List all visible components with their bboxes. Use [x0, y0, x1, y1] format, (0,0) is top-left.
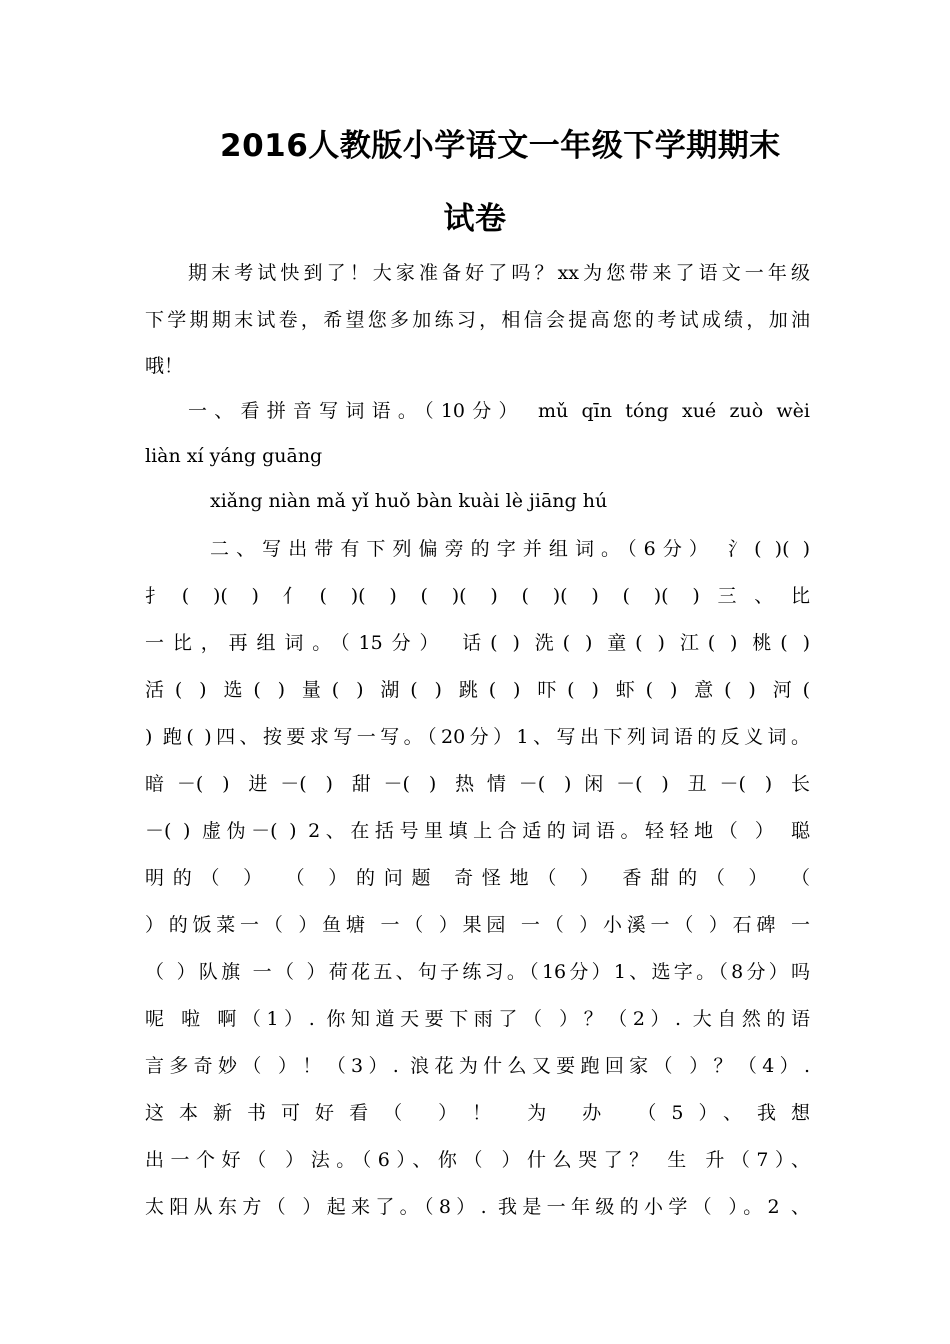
- sentence-line-3: 这本新书可好看（ ）！ 为 办 （5）、我想: [145, 1102, 810, 1124]
- antonym-line-1: 暗－( ) 进－( ) 甜－( ) 热情－( )闲－( ) 丑－( ) 长: [145, 773, 810, 795]
- fill-words-line-2: ）的饭菜一（ ）鱼塘 一（ ）果园 一（ ）小溪一（ ）石碑 一: [145, 914, 810, 936]
- pinyin-line-1: liàn xí yáng guāng: [145, 445, 323, 467]
- section-1-heading: 一、看拼音写词语。（10分） mǔ qīn tóng xué zuò wèi: [188, 400, 810, 422]
- antonym-line-2: －( ) 虚伪－( ) 2、在括号里填上合适的词语。轻轻地（ ） 聪: [145, 820, 810, 842]
- section-4-heading: ) 跑( )四、按要求写一写。（20分）1、写出下列词语的反义词。: [145, 726, 810, 748]
- fill-words-line-1: 明的（ ） （ ）的问题 奇怪地（ ） 香甜的（ ） （: [145, 867, 810, 889]
- document-title-line-1: 2016人教版小学语文一年级下学期期末: [220, 128, 781, 164]
- sentence-line-1: 呢 啦 啊（1）. 你知道天要下雨了（ ）？（2）. 大自然的语: [145, 1008, 810, 1030]
- sentence-line-5: 太阳从东方（ ）起来了。（8）. 我是一年级的小学（ ）。2 、: [145, 1196, 810, 1218]
- sentence-line-2: 言多奇妙（ ）！（3）. 浪花为什么又要跑回家（ ）？（4）.: [145, 1055, 810, 1077]
- compare-line-1: 一比，再组词。（15分） 话( ) 洗( ) 童( ) 江( ) 桃( ): [145, 632, 810, 654]
- sentence-line-4: 出一个好（ ）法。（6）、你（ ）什么哭了？ 生 升（7）、: [145, 1149, 810, 1171]
- document-title-line-2: 试卷: [443, 201, 507, 237]
- intro-line-1: 期末考试快到了！大家准备好了吗？xx为您带来了语文一年级: [188, 262, 810, 284]
- intro-line-2: 下学期期末试卷，希望您多加练习，相信会提高您的考试成绩，加油: [145, 309, 810, 331]
- section-2-heading: 二、写出带有下列偏旁的字并组词。（6分） 氵( )( ): [210, 538, 810, 560]
- compare-line-2: 活( ) 选( ) 量( ) 湖( ) 跳( ) 吓( ) 虾( ) 意( ) 河(: [145, 679, 810, 701]
- intro-line-3: 哦！: [145, 355, 184, 377]
- pinyin-line-2: xiǎng niàn mǎ yǐ huǒ bàn kuài lè jiāng hú: [210, 490, 608, 512]
- radical-line: 扌( )( ) 亻( )( ) ( )( ) ( )( ) ( )( )三、比: [145, 585, 810, 607]
- section-5-heading: （ ）队旗 一（ ）荷花五、句子练习。（16分）1、选字。（8分）吗: [145, 961, 810, 983]
